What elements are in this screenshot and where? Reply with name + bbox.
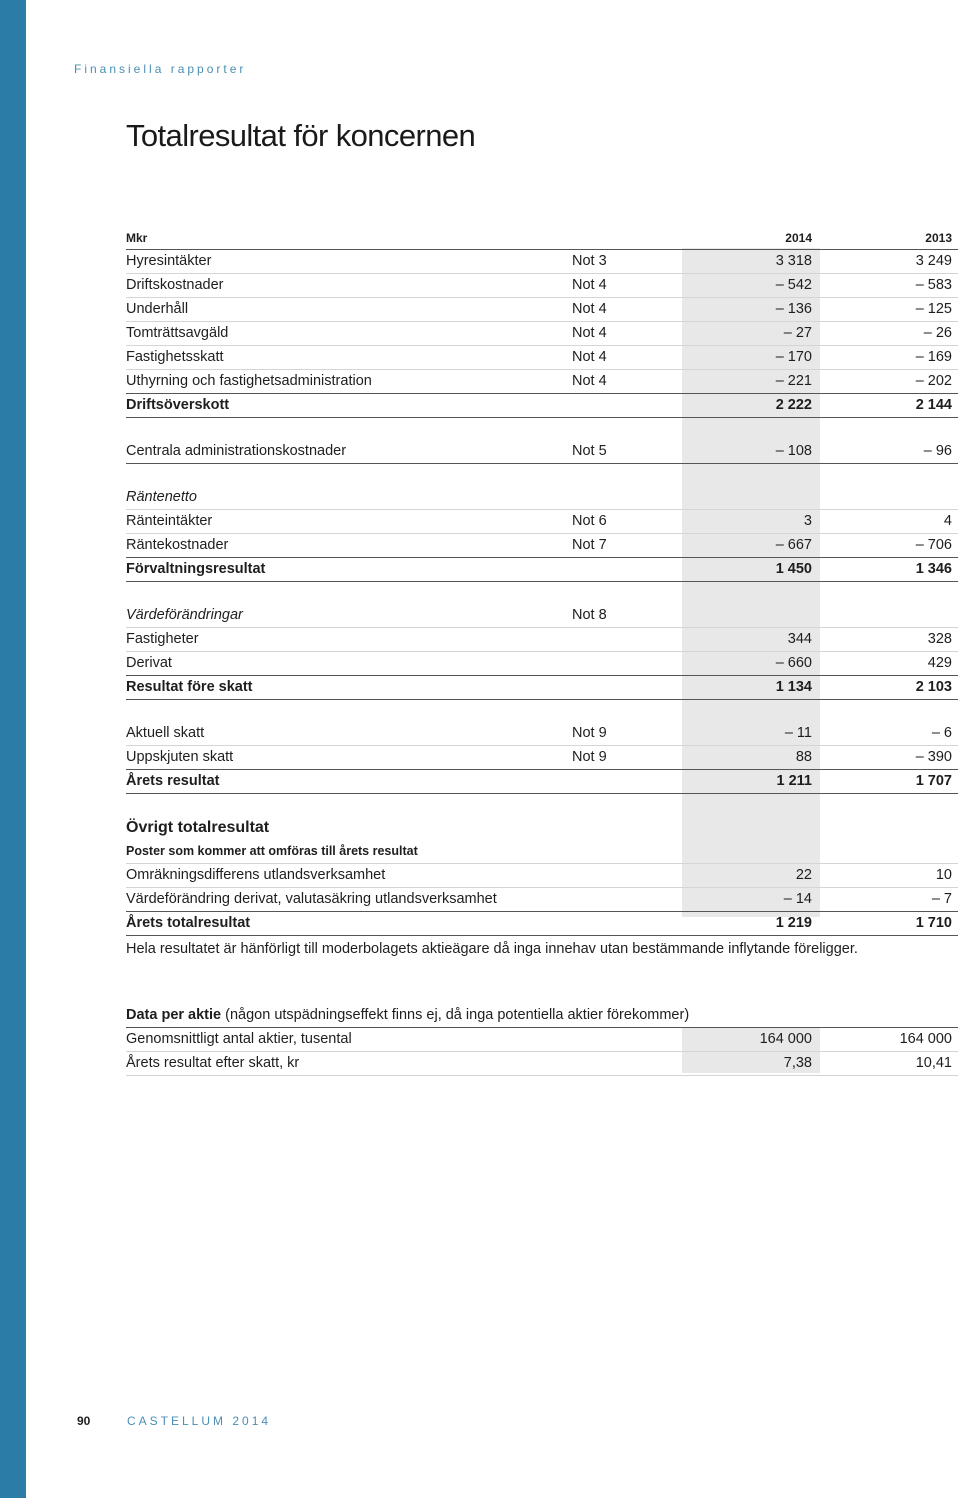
- row-label: Aktuell skatt: [126, 725, 205, 741]
- table-row: [126, 722, 958, 746]
- row-label: Centrala administrationskostnader: [126, 443, 347, 459]
- value-2014: 22: [795, 867, 812, 883]
- table-row: [126, 864, 958, 888]
- value-2013: – 6: [931, 725, 952, 741]
- table-row: [126, 370, 958, 394]
- column-header-2014: 2014: [785, 231, 812, 245]
- row-label: Räntenetto: [126, 489, 197, 505]
- row-label: Räntekostnader: [126, 537, 229, 553]
- table-row: [126, 510, 958, 534]
- subtotal-row: [126, 394, 958, 418]
- row-note: Not 9: [572, 749, 607, 765]
- value-2014: 1 211: [776, 773, 812, 789]
- table-row: [126, 746, 958, 770]
- row-label: Uppskjuten skatt: [126, 749, 234, 765]
- value-2013: – 583: [915, 277, 952, 293]
- value-2014: 88: [795, 749, 812, 765]
- ownership-footnote: Hela resultatet är hänförligt till moderbolagets aktieägare då inga innehav utan bestämmande inflytande föreligger.: [126, 941, 858, 957]
- value-2014: 7,38: [783, 1055, 812, 1071]
- table-row: [126, 1028, 958, 1052]
- value-2014: – 542: [775, 277, 812, 293]
- table-row: [126, 274, 958, 298]
- row-note: Not 6: [572, 513, 607, 529]
- subtotal-row: [126, 770, 958, 794]
- brand-label: CASTELLUM 2014: [127, 1414, 272, 1428]
- value-2013: 3 249: [915, 253, 952, 269]
- row-label: Uthyrning och fastighetsadministration: [126, 373, 372, 389]
- table-row: [126, 888, 958, 912]
- value-2013: 429: [927, 655, 952, 671]
- row-note: Not 4: [572, 301, 607, 317]
- subtotal-row: [126, 558, 958, 582]
- per-share-table: [126, 1004, 958, 1076]
- table-row: [126, 322, 958, 346]
- section-label: Finansiella rapporter: [74, 62, 247, 76]
- row-note: Not 5: [572, 443, 607, 459]
- column-header-2013: 2013: [925, 231, 952, 245]
- value-2014: – 221: [775, 373, 812, 389]
- row-note: Not 4: [572, 277, 607, 293]
- per-share-heading-note: (någon utspädningseffekt finns ej, då inga potentiella aktier förekommer): [221, 1007, 690, 1023]
- value-2014: – 660: [775, 655, 812, 671]
- row-note: Not 4: [572, 349, 607, 365]
- oci-subheading-row: [126, 840, 958, 864]
- value-2013: 1 346: [915, 561, 952, 577]
- table-row: [126, 1052, 958, 1076]
- row-label: Driftskostnader: [126, 277, 224, 293]
- row-label: Årets totalresultat: [126, 915, 251, 931]
- value-2013: 164 000: [899, 1031, 952, 1047]
- table-row: [126, 250, 958, 274]
- table-row: [126, 628, 958, 652]
- row-note: Not 4: [572, 325, 607, 341]
- row-label: Omräkningsdifferens utlandsverksamhet: [126, 867, 386, 883]
- oci-heading-row: [126, 814, 958, 840]
- value-2014: 3: [803, 513, 812, 529]
- value-2013: – 390: [915, 749, 952, 765]
- value-2013: – 706: [915, 537, 952, 553]
- sidebar-bar: [0, 0, 26, 1498]
- section-heading-row: [126, 604, 958, 628]
- value-2013: 4: [943, 513, 952, 529]
- value-2014: 1 219: [775, 915, 812, 931]
- total-row: [126, 912, 958, 936]
- row-label: Tomträttsavgäld: [126, 325, 229, 341]
- row-label: Värdeförändringar: [126, 607, 243, 623]
- row-label: Förvaltningsresultat: [126, 561, 266, 577]
- row-label: Fastigheter: [126, 631, 199, 647]
- per-share-heading-row: [126, 1004, 958, 1028]
- table-row: [126, 298, 958, 322]
- value-2014: – 14: [783, 891, 812, 907]
- per-share-heading: [126, 1004, 689, 1027]
- table-row: [126, 534, 958, 558]
- oci-heading: Övrigt totalresultat: [126, 819, 270, 836]
- page-title: Totalresultat för koncernen: [126, 118, 476, 153]
- value-2014: – 108: [775, 443, 812, 459]
- value-2013: 2 144: [915, 397, 952, 413]
- value-2014: – 27: [783, 325, 812, 341]
- per-share-heading-bold: Data per aktie: [126, 1007, 222, 1023]
- row-label: Driftsöverskott: [126, 397, 230, 413]
- value-2014: 164 000: [759, 1031, 812, 1047]
- row-note: Not 4: [572, 373, 607, 389]
- value-2013: – 202: [915, 373, 952, 389]
- row-label: Resultat före skatt: [126, 679, 253, 695]
- value-2014: – 11: [784, 725, 812, 741]
- value-2014: 2 222: [775, 397, 812, 413]
- row-label: Underhåll: [126, 301, 189, 317]
- income-statement-table: [126, 228, 958, 936]
- table-row: [126, 652, 958, 676]
- value-2013: – 26: [923, 325, 952, 341]
- row-note: Not 7: [572, 537, 607, 553]
- row-note: Not 9: [572, 725, 607, 741]
- row-label: Årets resultat: [126, 773, 220, 789]
- row-label: Fastighetsskatt: [126, 349, 224, 365]
- value-2014: – 136: [775, 301, 812, 317]
- table-row: [126, 346, 958, 370]
- page-number: 90: [77, 1414, 91, 1428]
- value-2014: 1 450: [775, 561, 812, 577]
- value-2013: 2 103: [915, 679, 952, 695]
- value-2013: – 125: [915, 301, 952, 317]
- row-label: Ränteintäkter: [126, 513, 213, 529]
- value-2013: 10,41: [915, 1055, 952, 1071]
- table-header-row: [126, 228, 958, 250]
- value-2013: 1 710: [915, 915, 952, 931]
- value-2013: 1 707: [915, 773, 952, 789]
- value-2013: – 96: [923, 443, 952, 459]
- row-label: Värdeförändring derivat, valutasäkring utlandsverksamhet: [126, 891, 497, 907]
- column-header-label: Mkr: [126, 231, 148, 245]
- value-2013: – 7: [931, 891, 952, 907]
- value-2014: 1 134: [775, 679, 812, 695]
- value-2013: 10: [935, 867, 952, 883]
- row-note: Not 8: [572, 607, 607, 623]
- section-heading-row: [126, 486, 958, 510]
- oci-subheading: Poster som kommer att omföras till årets resultat: [126, 844, 418, 858]
- value-2014: – 170: [775, 349, 812, 365]
- value-2014: 344: [787, 631, 812, 647]
- value-2013: 328: [927, 631, 952, 647]
- value-2014: – 667: [775, 537, 812, 553]
- row-label: Årets resultat efter skatt, kr: [126, 1055, 300, 1071]
- row-label: Hyresintäkter: [126, 253, 212, 269]
- row-label: Derivat: [126, 655, 172, 671]
- value-2013: – 169: [915, 349, 952, 365]
- value-2014: 3 318: [775, 253, 812, 269]
- row-note: Not 3: [572, 253, 607, 269]
- row-label: Genomsnittligt antal aktier, tusental: [126, 1031, 352, 1047]
- table-row: [126, 440, 958, 464]
- subtotal-row: [126, 676, 958, 700]
